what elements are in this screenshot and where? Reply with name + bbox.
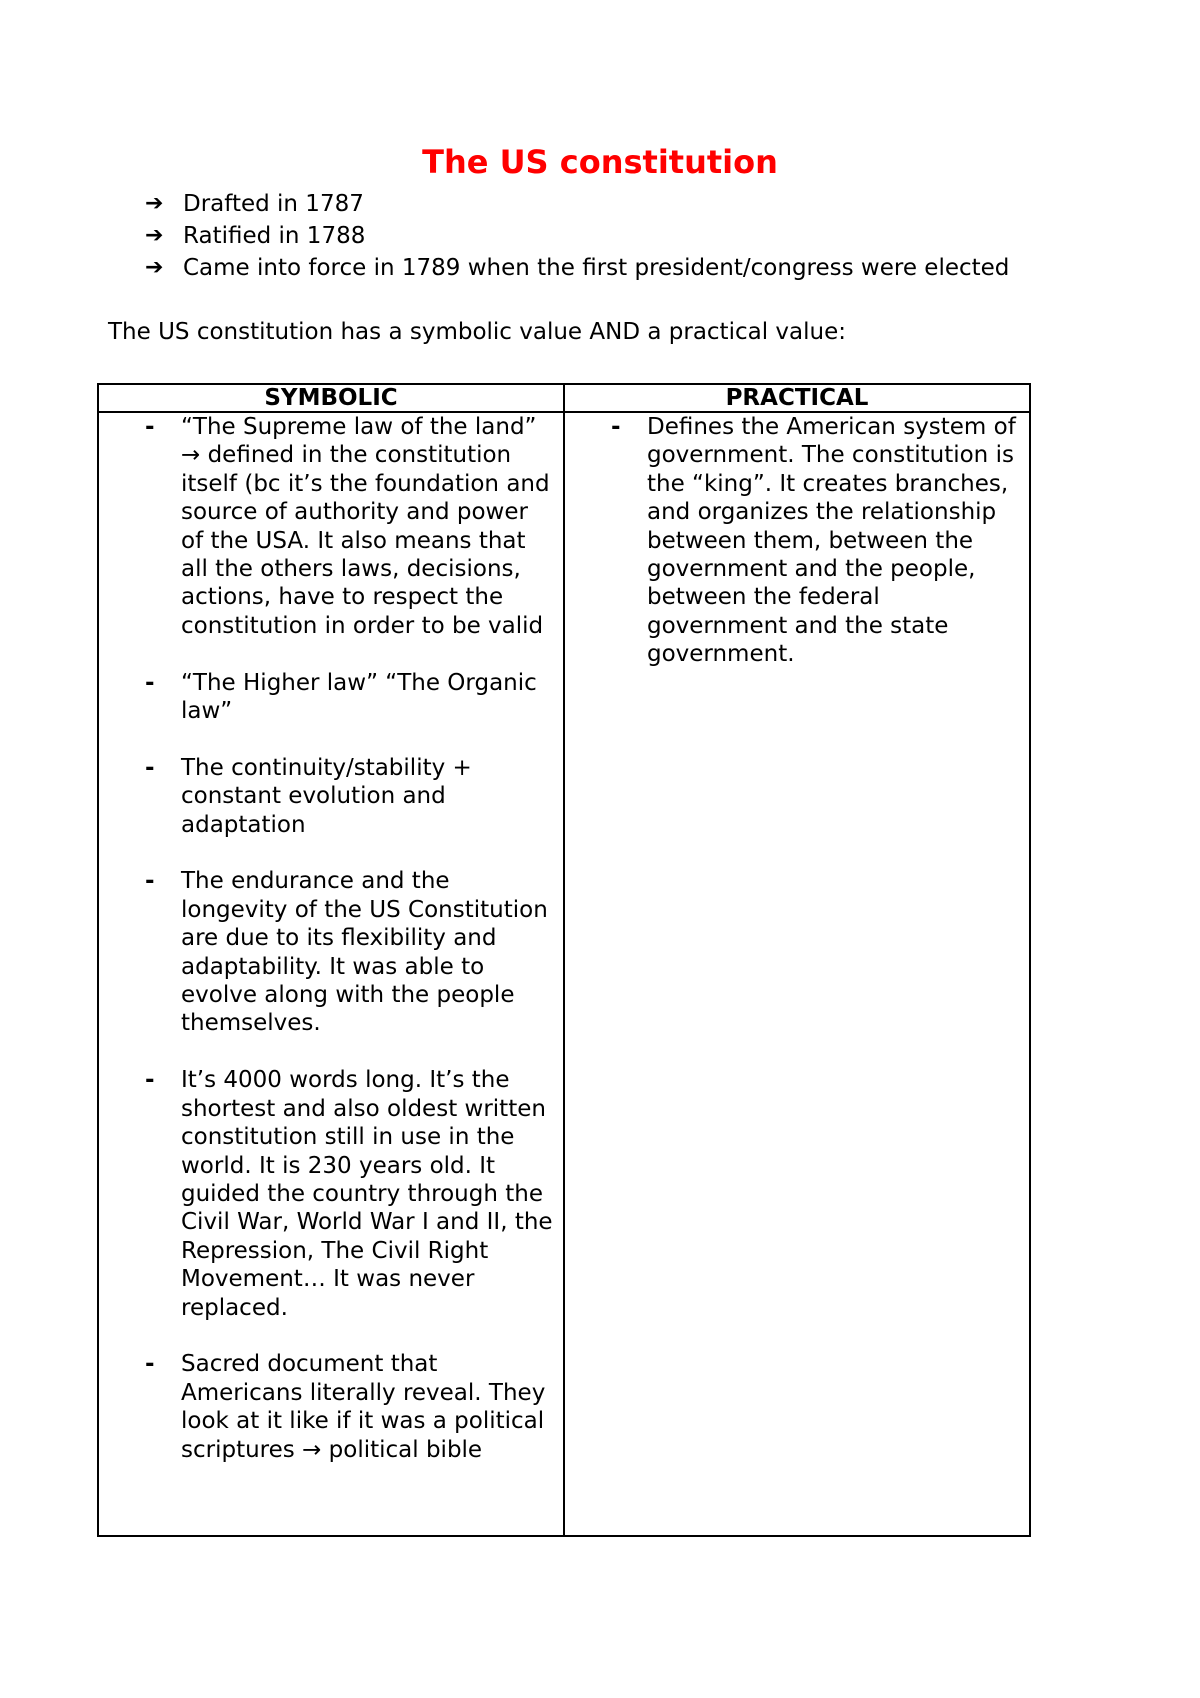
list-item-text: Sacred document that Americans literally reveal. They look at it like if it was a political scriptures → political bible bbox=[181, 1351, 546, 1463]
column-header-practical: PRACTICAL bbox=[564, 384, 1030, 412]
dash-bullet: - bbox=[145, 754, 155, 781]
list-item bbox=[145, 252, 1009, 284]
comparison-table bbox=[97, 383, 1031, 1537]
practical-cell bbox=[564, 412, 1030, 1536]
list-item bbox=[99, 669, 563, 726]
practical-list bbox=[565, 413, 1029, 669]
dash-bullet: - bbox=[611, 414, 621, 440]
list-item-text: It’s 4000 words long. It’s the shortest and also oldest written constitution still in use in the world. It is 230 years old. It guided the country through the Civil War, World War I and II, the Repression, The Civil Right Movement… It was never replaced. bbox=[181, 1067, 553, 1321]
list-item bbox=[99, 1350, 563, 1464]
list-item-text: “The Supreme law of the land” → defined in the constitution itself (bc it’s the foundation and source of authority and power of the USA. It also means that all the others laws, decisions, actions, have to respect the constitution in order to be valid bbox=[181, 414, 550, 639]
list-item-text: Defines the American system of government. The constitution is the “king”. It creates branches, and organizes the relationship between them, between the government and the people, between the federal government and the state government. bbox=[647, 414, 1016, 668]
list-item bbox=[99, 754, 563, 839]
list-item-text: Drafted in 1787 bbox=[183, 191, 364, 217]
list-item bbox=[99, 867, 563, 1037]
list-item-text: Ratified in 1788 bbox=[183, 223, 366, 249]
list-item bbox=[99, 1066, 563, 1322]
intro-paragraph: The US constitution has a symbolic value AND a practical value: bbox=[108, 319, 846, 345]
table-header-row bbox=[98, 384, 1030, 412]
arrow-bullet-icon: ➔ bbox=[145, 255, 164, 280]
dash-bullet: - bbox=[145, 868, 155, 895]
list-item bbox=[145, 220, 1009, 252]
list-item-text: The continuity/stability + constant evolution and adaptation bbox=[181, 754, 472, 838]
list-item bbox=[99, 413, 563, 640]
column-header-symbolic: SYMBOLIC bbox=[98, 384, 564, 412]
dash-bullet: - bbox=[145, 1067, 155, 1094]
list-item-text: The endurance and the longevity of the US Constitution are due to its flexibility and adaptability. It was able to evolve along with the people themselves. bbox=[181, 868, 548, 1037]
list-item-text: “The Higher law” “The Organic law” bbox=[181, 669, 537, 725]
dash-bullet: - bbox=[145, 414, 155, 440]
symbolic-list bbox=[99, 413, 563, 1464]
dash-bullet: - bbox=[145, 669, 155, 696]
arrow-bullet-icon: ➔ bbox=[145, 223, 164, 248]
table-row bbox=[98, 412, 1030, 1536]
key-dates-list bbox=[145, 188, 1009, 284]
list-item bbox=[145, 188, 1009, 220]
symbolic-cell bbox=[98, 412, 564, 1536]
list-item-text: Came into force in 1789 when the first president/congress were elected bbox=[183, 255, 1010, 281]
page-title: The US constitution bbox=[422, 143, 778, 181]
dash-bullet: - bbox=[145, 1351, 155, 1378]
list-item bbox=[565, 413, 1029, 669]
arrow-bullet-icon: ➔ bbox=[145, 191, 164, 216]
